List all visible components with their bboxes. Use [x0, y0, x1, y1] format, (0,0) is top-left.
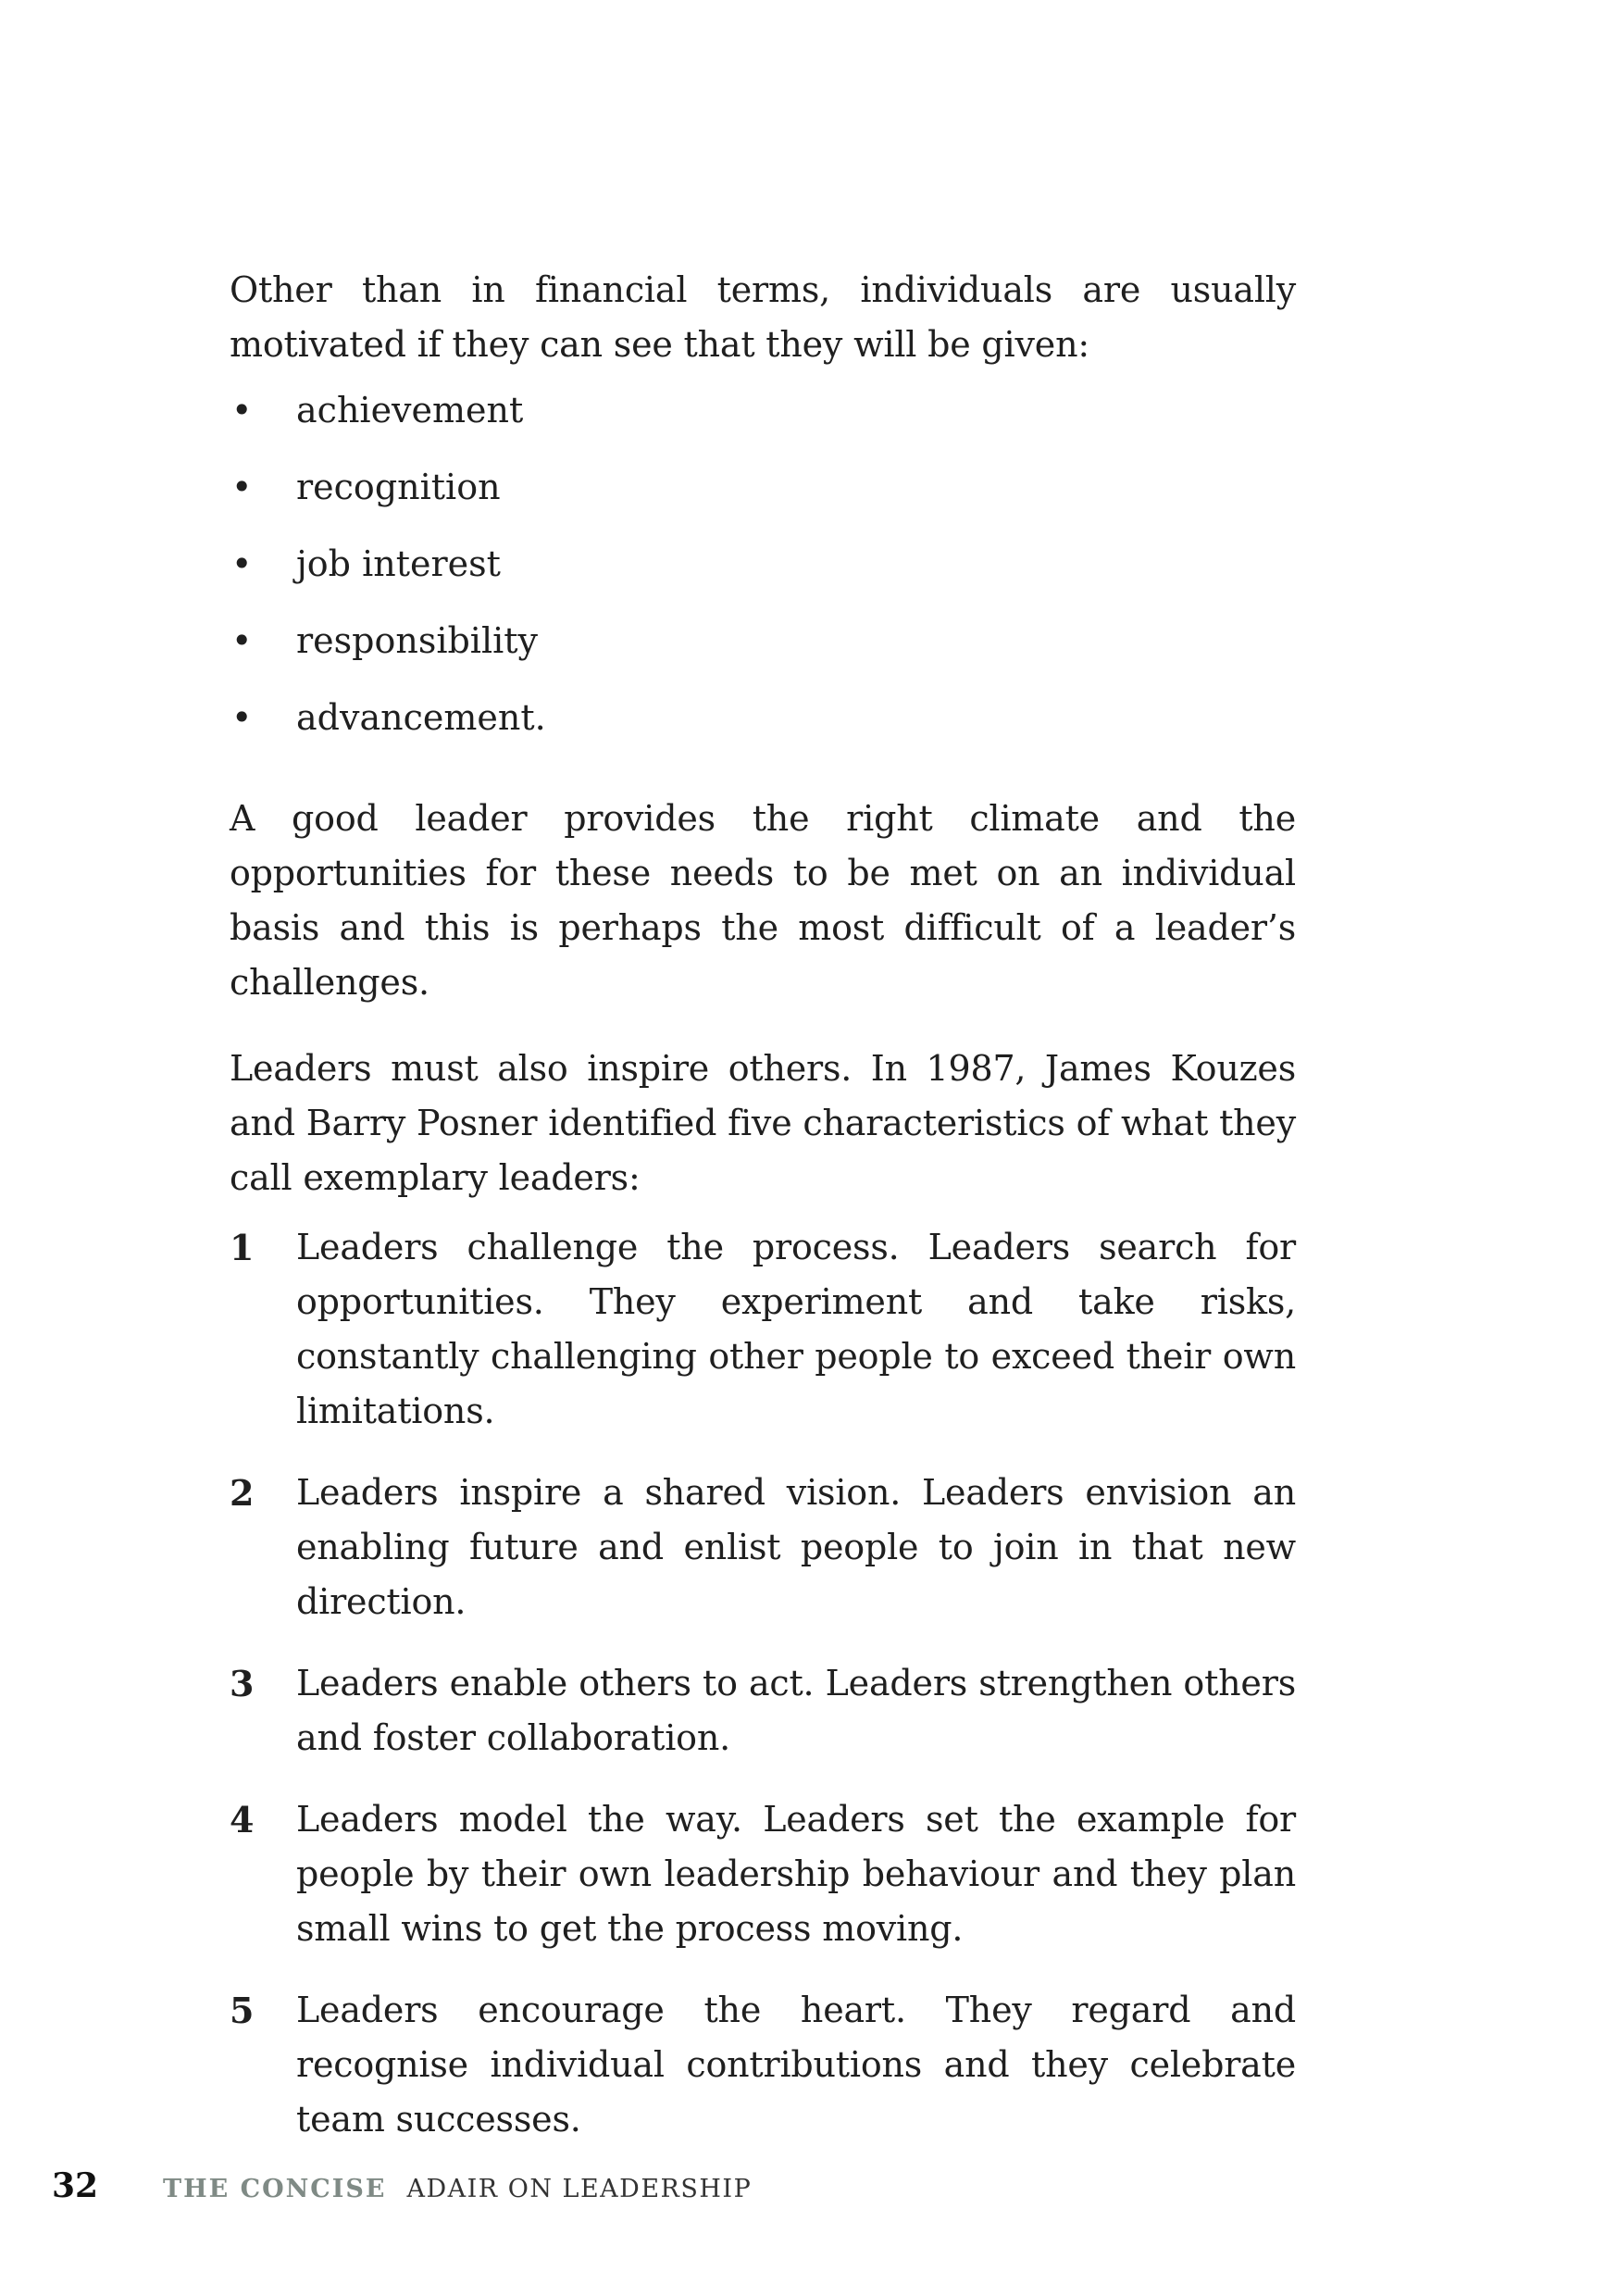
list-item — [230, 460, 1296, 515]
bullet-icon: • — [231, 390, 253, 430]
bullet-text: advancement. — [296, 697, 546, 738]
bullet-icon: • — [231, 467, 253, 507]
list-item — [230, 1220, 1296, 1439]
list-item — [230, 383, 1296, 438]
item-number: 1 — [230, 1227, 255, 1268]
bullet-icon: • — [231, 620, 253, 661]
inspire-paragraph: Leaders must also inspire others. In 1987, James Kouzes and Barry Posner identified five characteristics of what they call exemplary leaders: — [230, 1048, 1296, 1198]
list-item — [230, 537, 1296, 592]
bullet-text: achievement — [296, 390, 524, 430]
series-title: THE CONCISE — [163, 2175, 387, 2203]
page-body — [230, 263, 1296, 2174]
list-item — [230, 691, 1296, 745]
bullet-text: job interest — [296, 543, 501, 584]
climate-paragraph: A good leader provides the right climate and the opportunities for these needs to be met on an individual basis and this is perhaps the most difficult of a leader’s challenges. — [230, 798, 1296, 1003]
page-number: 32 — [52, 2166, 99, 2205]
list-item — [230, 1983, 1296, 2147]
list-item — [230, 1792, 1296, 1956]
list-item — [230, 614, 1296, 668]
page-footer — [52, 2166, 752, 2205]
item-number: 4 — [230, 1799, 255, 1841]
item-text: Leaders enable others to act. Leaders strengthen others and foster collaboration. — [296, 1663, 1296, 1758]
list-item — [230, 1466, 1296, 1629]
bullet-icon: • — [231, 697, 253, 738]
item-text: Leaders inspire a shared vision. Leaders envision an enabling future and enlist people to join in that new direction. — [296, 1472, 1296, 1622]
characteristics-list — [230, 1220, 1296, 2147]
item-text: Leaders encourage the heart. They regard and recognise individual contributions and they celebrate team successes. — [296, 1990, 1296, 2140]
intro-paragraph: Other than in financial terms, individuals are usually motivated if they can see that they will be given: — [230, 269, 1296, 365]
bullet-text: responsibility — [296, 620, 539, 661]
item-text: Leaders challenge the process. Leaders search for opportunities. They experiment and take risks, constantly challenging other people to exceed their own limitations. — [296, 1227, 1296, 1431]
motivators-list — [230, 383, 1296, 745]
item-text: Leaders model the way. Leaders set the example for people by their own leadership behaviour and they plan small wins to get the process moving. — [296, 1799, 1296, 1949]
bullet-icon: • — [231, 543, 253, 584]
item-number: 3 — [230, 1663, 255, 1704]
book-title: ADAIR ON LEADERSHIP — [406, 2175, 753, 2203]
item-number: 5 — [230, 1990, 255, 2031]
list-item — [230, 1656, 1296, 1766]
bullet-text: recognition — [296, 467, 501, 507]
item-number: 2 — [230, 1472, 255, 1514]
